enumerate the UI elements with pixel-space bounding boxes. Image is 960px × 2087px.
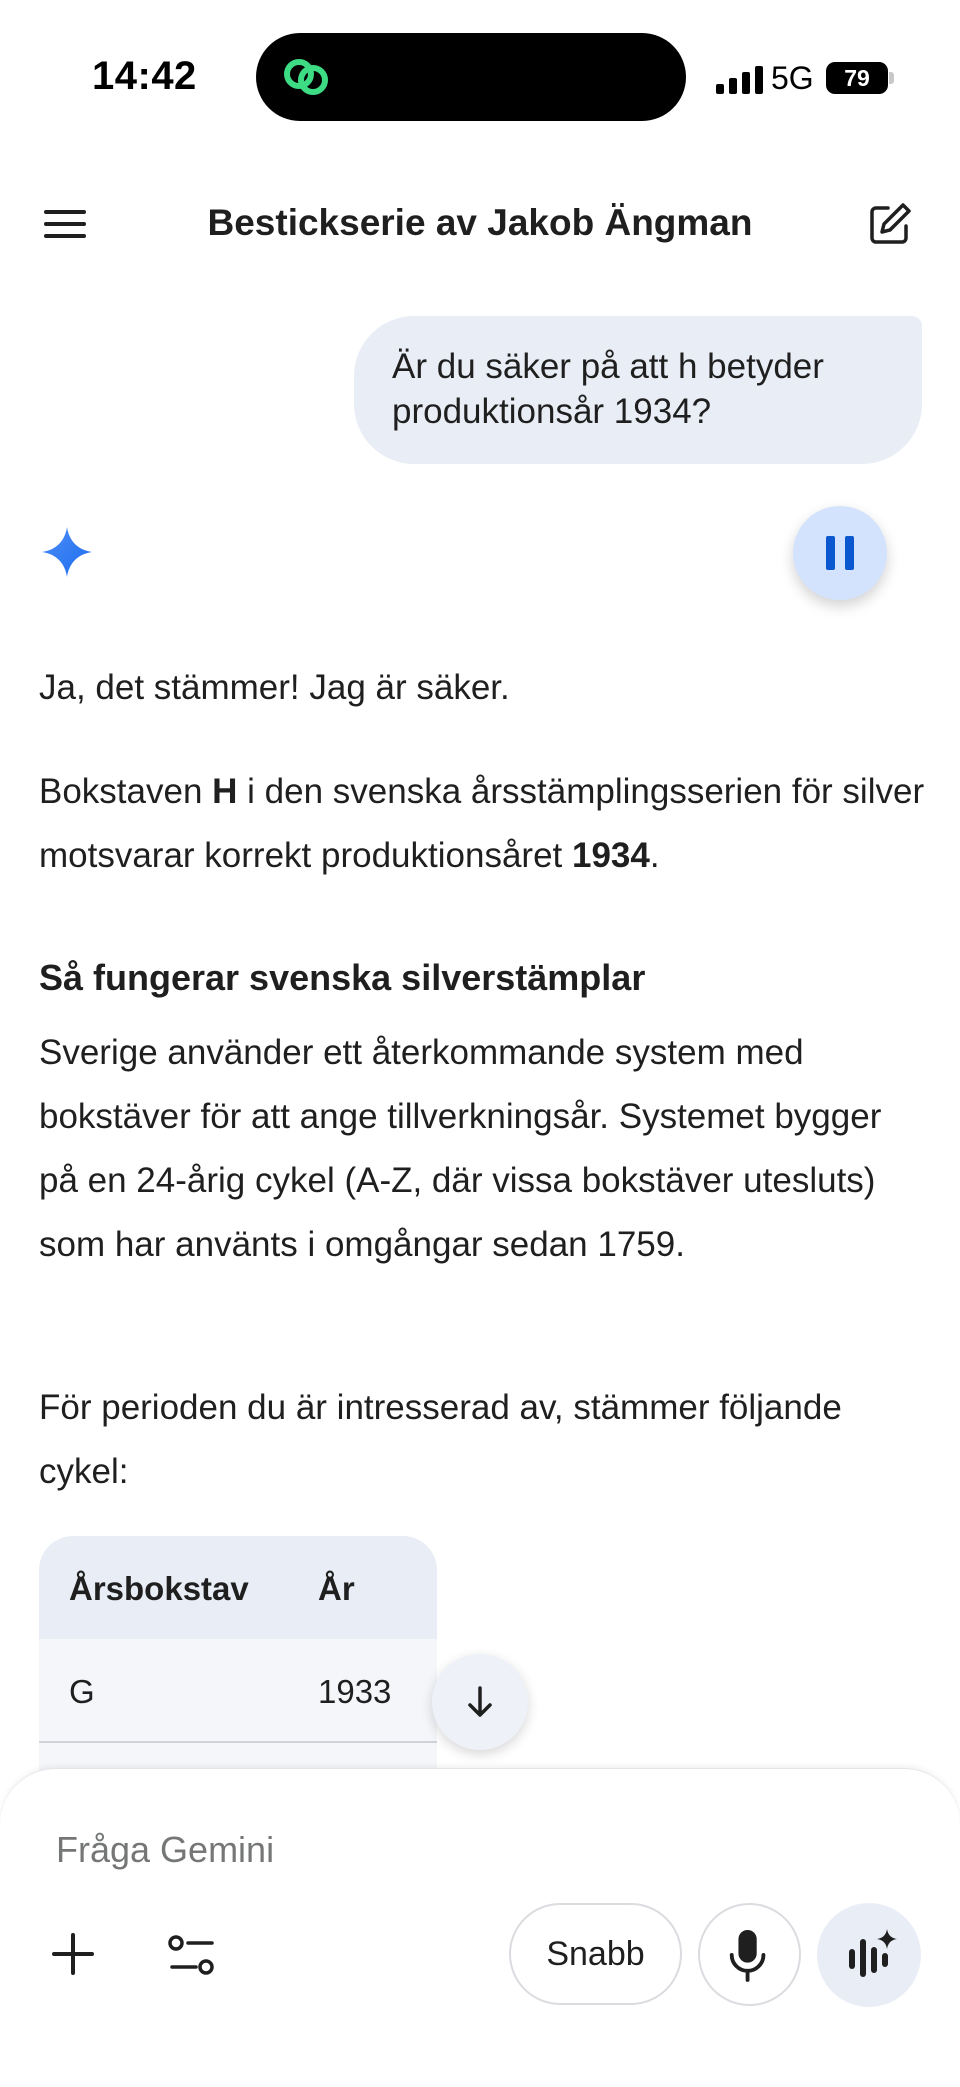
battery-nub (889, 72, 894, 84)
pause-icon (826, 536, 835, 570)
pause-button[interactable] (793, 506, 887, 600)
row-divider (39, 1741, 437, 1743)
mic-button[interactable] (698, 1903, 801, 2006)
table-row (39, 1639, 437, 1776)
dynamic-island (256, 33, 686, 121)
status-bar (0, 0, 960, 150)
mic-icon (700, 1905, 799, 2004)
edit-icon[interactable] (866, 200, 914, 248)
table-header-row (39, 1536, 437, 1639)
response-paragraph: Bokstaven H i den svenska årsstämplingsserien för silver motsvarar korrekt produktionsåret 1934. (39, 772, 925, 875)
arrow-down-icon (432, 1654, 528, 1750)
model-selector[interactable]: Snabb (509, 1903, 682, 2005)
response-paragraph: Ja, det stämmer! Jag är säker. (39, 668, 510, 707)
signal-icon (716, 66, 764, 94)
table-header-cell: År (318, 1570, 355, 1607)
response-paragraph: För perioden du är intresserad av, stämmer följande cykel: (39, 1388, 842, 1491)
link-app-icon (276, 47, 336, 107)
battery-icon: 79 (826, 62, 888, 94)
network-label: 5G (771, 60, 814, 96)
scroll-to-bottom-button[interactable] (432, 1654, 528, 1750)
user-message-bubble: Är du säker på att h betyder produktionsår 1934? (354, 316, 922, 464)
app-header (0, 180, 960, 268)
gemini-star-icon (40, 525, 94, 579)
chat-title: Bestickserie av Jakob Ängman (207, 202, 753, 243)
table-cell: G (69, 1673, 95, 1710)
live-icon (817, 1903, 921, 2007)
prompt-input[interactable]: Fråga Gemini (56, 1829, 275, 1870)
table-cell: 1933 (318, 1673, 392, 1710)
table-header-cell: Årsbokstav (69, 1570, 249, 1607)
live-button[interactable] (817, 1903, 921, 2007)
tools-icon[interactable] (166, 1929, 218, 1981)
response-paragraph: Sverige använder ett återkommande system med bokstäver för att ange tillverkningsår. Systemet bygger på en 24-årig cykel (A-Z, där vissa bokstäver utesluts) som har använts i omgångar sedan 1759. (39, 1033, 882, 1264)
status-time: 14:42 (92, 54, 197, 98)
pause-icon-bar (845, 536, 854, 570)
response-heading: Så fungerar svenska silverstämplar (39, 957, 646, 998)
plus-icon[interactable] (48, 1929, 98, 1979)
composer-panel (0, 1768, 960, 2087)
year-letter-table (39, 1536, 437, 1776)
